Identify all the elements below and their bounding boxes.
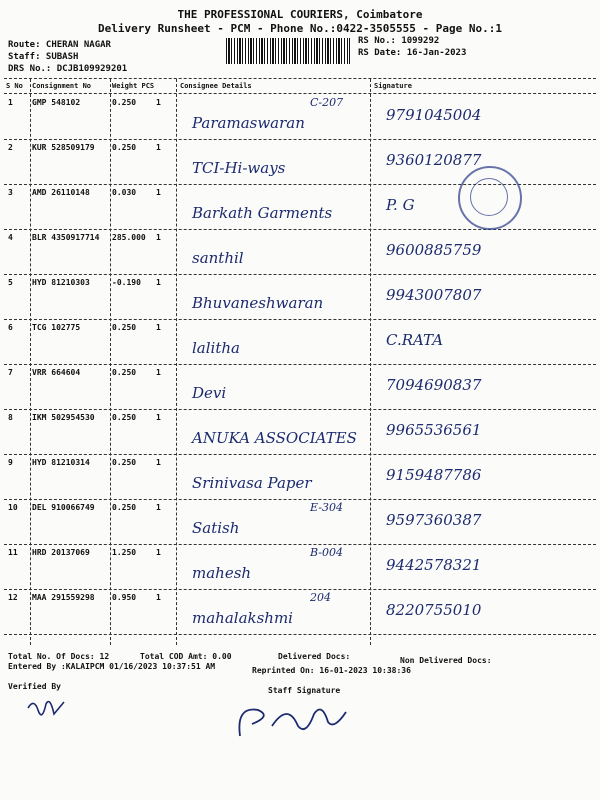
row-weight: 1.250 bbox=[112, 548, 137, 557]
row-sno: 1 bbox=[8, 98, 13, 107]
row-weight: 0.250 bbox=[112, 368, 137, 377]
row-consignee: mahesh bbox=[192, 564, 252, 582]
row-sno: 6 bbox=[8, 323, 13, 332]
row-signature: 9159487786 bbox=[386, 466, 482, 484]
row-sno: 7 bbox=[8, 368, 13, 377]
verifier-signature bbox=[24, 694, 74, 728]
row-consignment-no: HYD 81210303 bbox=[32, 278, 90, 287]
row-consignee: Satish bbox=[192, 519, 240, 537]
row-divider bbox=[4, 544, 596, 545]
row-pcs: 1 bbox=[156, 278, 161, 287]
row-divider bbox=[4, 319, 596, 320]
delivered-docs: Delivered Docs: bbox=[278, 652, 351, 661]
row-divider bbox=[4, 454, 596, 455]
row-consignment-no: BLR 4350917714 bbox=[32, 233, 100, 242]
barcode bbox=[226, 38, 350, 64]
row-signature: 9597360387 bbox=[386, 511, 482, 529]
column-header-consignment: Consignment No bbox=[32, 82, 92, 90]
row-consignment-no: AMD 26110148 bbox=[32, 188, 90, 197]
runsheet-table bbox=[4, 78, 596, 645]
row-sno: 11 bbox=[8, 548, 18, 557]
column-header-sno: S No bbox=[6, 82, 23, 90]
verified-by: Verified By bbox=[8, 682, 61, 691]
row-sno: 3 bbox=[8, 188, 13, 197]
staff-label: Staff: SUBASH bbox=[8, 52, 79, 62]
entered-by: Entered By :KALAIPCM 01/16/2023 10:37:51 AM bbox=[8, 662, 216, 671]
row-consignee-note: E-304 bbox=[310, 501, 343, 514]
column-divider bbox=[176, 79, 177, 645]
row-consignee: Devi bbox=[192, 384, 227, 402]
row-sno: 5 bbox=[8, 278, 13, 287]
row-pcs: 1 bbox=[156, 233, 161, 242]
total-docs: Total No. Of Docs: 12 bbox=[8, 652, 110, 661]
row-pcs: 1 bbox=[156, 188, 161, 197]
row-divider bbox=[4, 274, 596, 275]
column-divider bbox=[110, 79, 111, 645]
row-sno: 9 bbox=[8, 458, 13, 467]
non-delivered-docs: Non Delivered Docs: bbox=[400, 656, 492, 665]
row-signature: 9600885759 bbox=[386, 241, 482, 259]
row-signature: 7094690837 bbox=[386, 376, 482, 394]
row-sno: 10 bbox=[8, 503, 18, 512]
row-pcs: 1 bbox=[156, 323, 161, 332]
row-pcs: 1 bbox=[156, 98, 161, 107]
row-consignee-note: B-004 bbox=[310, 546, 343, 559]
row-pcs: 1 bbox=[156, 413, 161, 422]
total-cod: Total COD Amt: 0.00 bbox=[140, 652, 232, 661]
row-consignee: ANUKA ASSOCIATES bbox=[192, 429, 357, 447]
row-consignment-no: DEL 910066749 bbox=[32, 503, 95, 512]
row-consignee: mahalakshmi bbox=[192, 609, 293, 627]
row-divider bbox=[4, 364, 596, 365]
row-signature: 9965536561 bbox=[386, 421, 482, 439]
row-consignment-no: HRD 20137069 bbox=[32, 548, 90, 557]
row-weight: 0.250 bbox=[112, 323, 137, 332]
runsheet-title: Delivery Runsheet - PCM - Phone No.:0422-3505555 - Page No.:1 bbox=[98, 22, 502, 35]
row-consignment-no: MAA 291559298 bbox=[32, 593, 95, 602]
company-title: THE PROFESSIONAL COURIERS, Coimbatore bbox=[177, 8, 423, 21]
row-consignee: lalitha bbox=[192, 339, 240, 357]
header-divider bbox=[4, 93, 596, 94]
row-pcs: 1 bbox=[156, 503, 161, 512]
row-divider bbox=[4, 229, 596, 230]
row-weight: 0.250 bbox=[112, 413, 137, 422]
row-weight: -0.190 bbox=[112, 278, 141, 287]
row-divider bbox=[4, 409, 596, 410]
row-consignment-no: GMP 548102 bbox=[32, 98, 81, 107]
column-header-weight-pcs: Weight PCS bbox=[112, 82, 155, 90]
row-consignee-note: 204 bbox=[310, 591, 331, 604]
row-consignee: Barkath Garments bbox=[192, 204, 333, 222]
row-consignee: Srinivasa Paper bbox=[192, 474, 312, 492]
row-weight: 0.250 bbox=[112, 98, 137, 107]
row-signature: P. G bbox=[386, 196, 415, 214]
row-weight: 0.030 bbox=[112, 188, 137, 197]
column-header-consignee: Consignee Details bbox=[180, 82, 252, 90]
row-weight: 0.250 bbox=[112, 143, 137, 152]
row-consignment-no: KUR 528509179 bbox=[32, 143, 95, 152]
column-divider bbox=[370, 79, 371, 645]
column-divider bbox=[30, 79, 31, 645]
route-label: Route: CHERAN NAGAR bbox=[8, 40, 111, 50]
row-signature: 8220755010 bbox=[386, 601, 482, 619]
row-consignment-no: IKM 502954530 bbox=[32, 413, 95, 422]
row-sno: 4 bbox=[8, 233, 13, 242]
row-consignee: santhil bbox=[192, 249, 244, 267]
row-pcs: 1 bbox=[156, 458, 161, 467]
row-consignment-no: VRR 664604 bbox=[32, 368, 81, 377]
row-pcs: 1 bbox=[156, 548, 161, 557]
row-sno: 8 bbox=[8, 413, 13, 422]
row-divider bbox=[4, 634, 596, 635]
row-consignment-no: TCG 102775 bbox=[32, 323, 81, 332]
column-header-signature: Signature bbox=[374, 82, 412, 90]
row-weight: 0.250 bbox=[112, 503, 137, 512]
staff-signature-label: Staff Signature bbox=[268, 686, 341, 695]
row-divider bbox=[4, 139, 596, 140]
row-signature: 9442578321 bbox=[386, 556, 482, 574]
reprinted-on: Reprinted On: 16-01-2023 10:38:36 bbox=[252, 666, 411, 675]
row-divider bbox=[4, 589, 596, 590]
row-signature: 9360120877 bbox=[386, 151, 482, 169]
row-signature: 9791045004 bbox=[386, 106, 482, 124]
row-consignee-note: C-207 bbox=[310, 96, 344, 109]
drs-number: DRS No.: DCJB109929201 bbox=[8, 64, 128, 74]
row-pcs: 1 bbox=[156, 593, 161, 602]
row-consignee: TCI-Hi-ways bbox=[192, 159, 286, 177]
row-consignment-no: HYD 81210314 bbox=[32, 458, 90, 467]
row-signature: 9943007807 bbox=[386, 286, 482, 304]
staff-signature bbox=[228, 696, 358, 746]
rs-number: RS No.: 1099292 bbox=[358, 36, 440, 46]
row-signature: C.RATA bbox=[386, 331, 444, 349]
row-weight: 0.250 bbox=[112, 458, 137, 467]
row-weight: 0.950 bbox=[112, 593, 137, 602]
company-stamp bbox=[458, 166, 522, 230]
row-consignee: Bhuvaneshwaran bbox=[192, 294, 324, 312]
rs-date: RS Date: 16-Jan-2023 bbox=[358, 48, 467, 58]
row-pcs: 1 bbox=[156, 368, 161, 377]
row-divider bbox=[4, 499, 596, 500]
row-pcs: 1 bbox=[156, 143, 161, 152]
row-consignee: Paramaswaran bbox=[192, 114, 305, 132]
row-sno: 2 bbox=[8, 143, 13, 152]
row-weight: 285.000 bbox=[112, 233, 146, 242]
row-sno: 12 bbox=[8, 593, 18, 602]
